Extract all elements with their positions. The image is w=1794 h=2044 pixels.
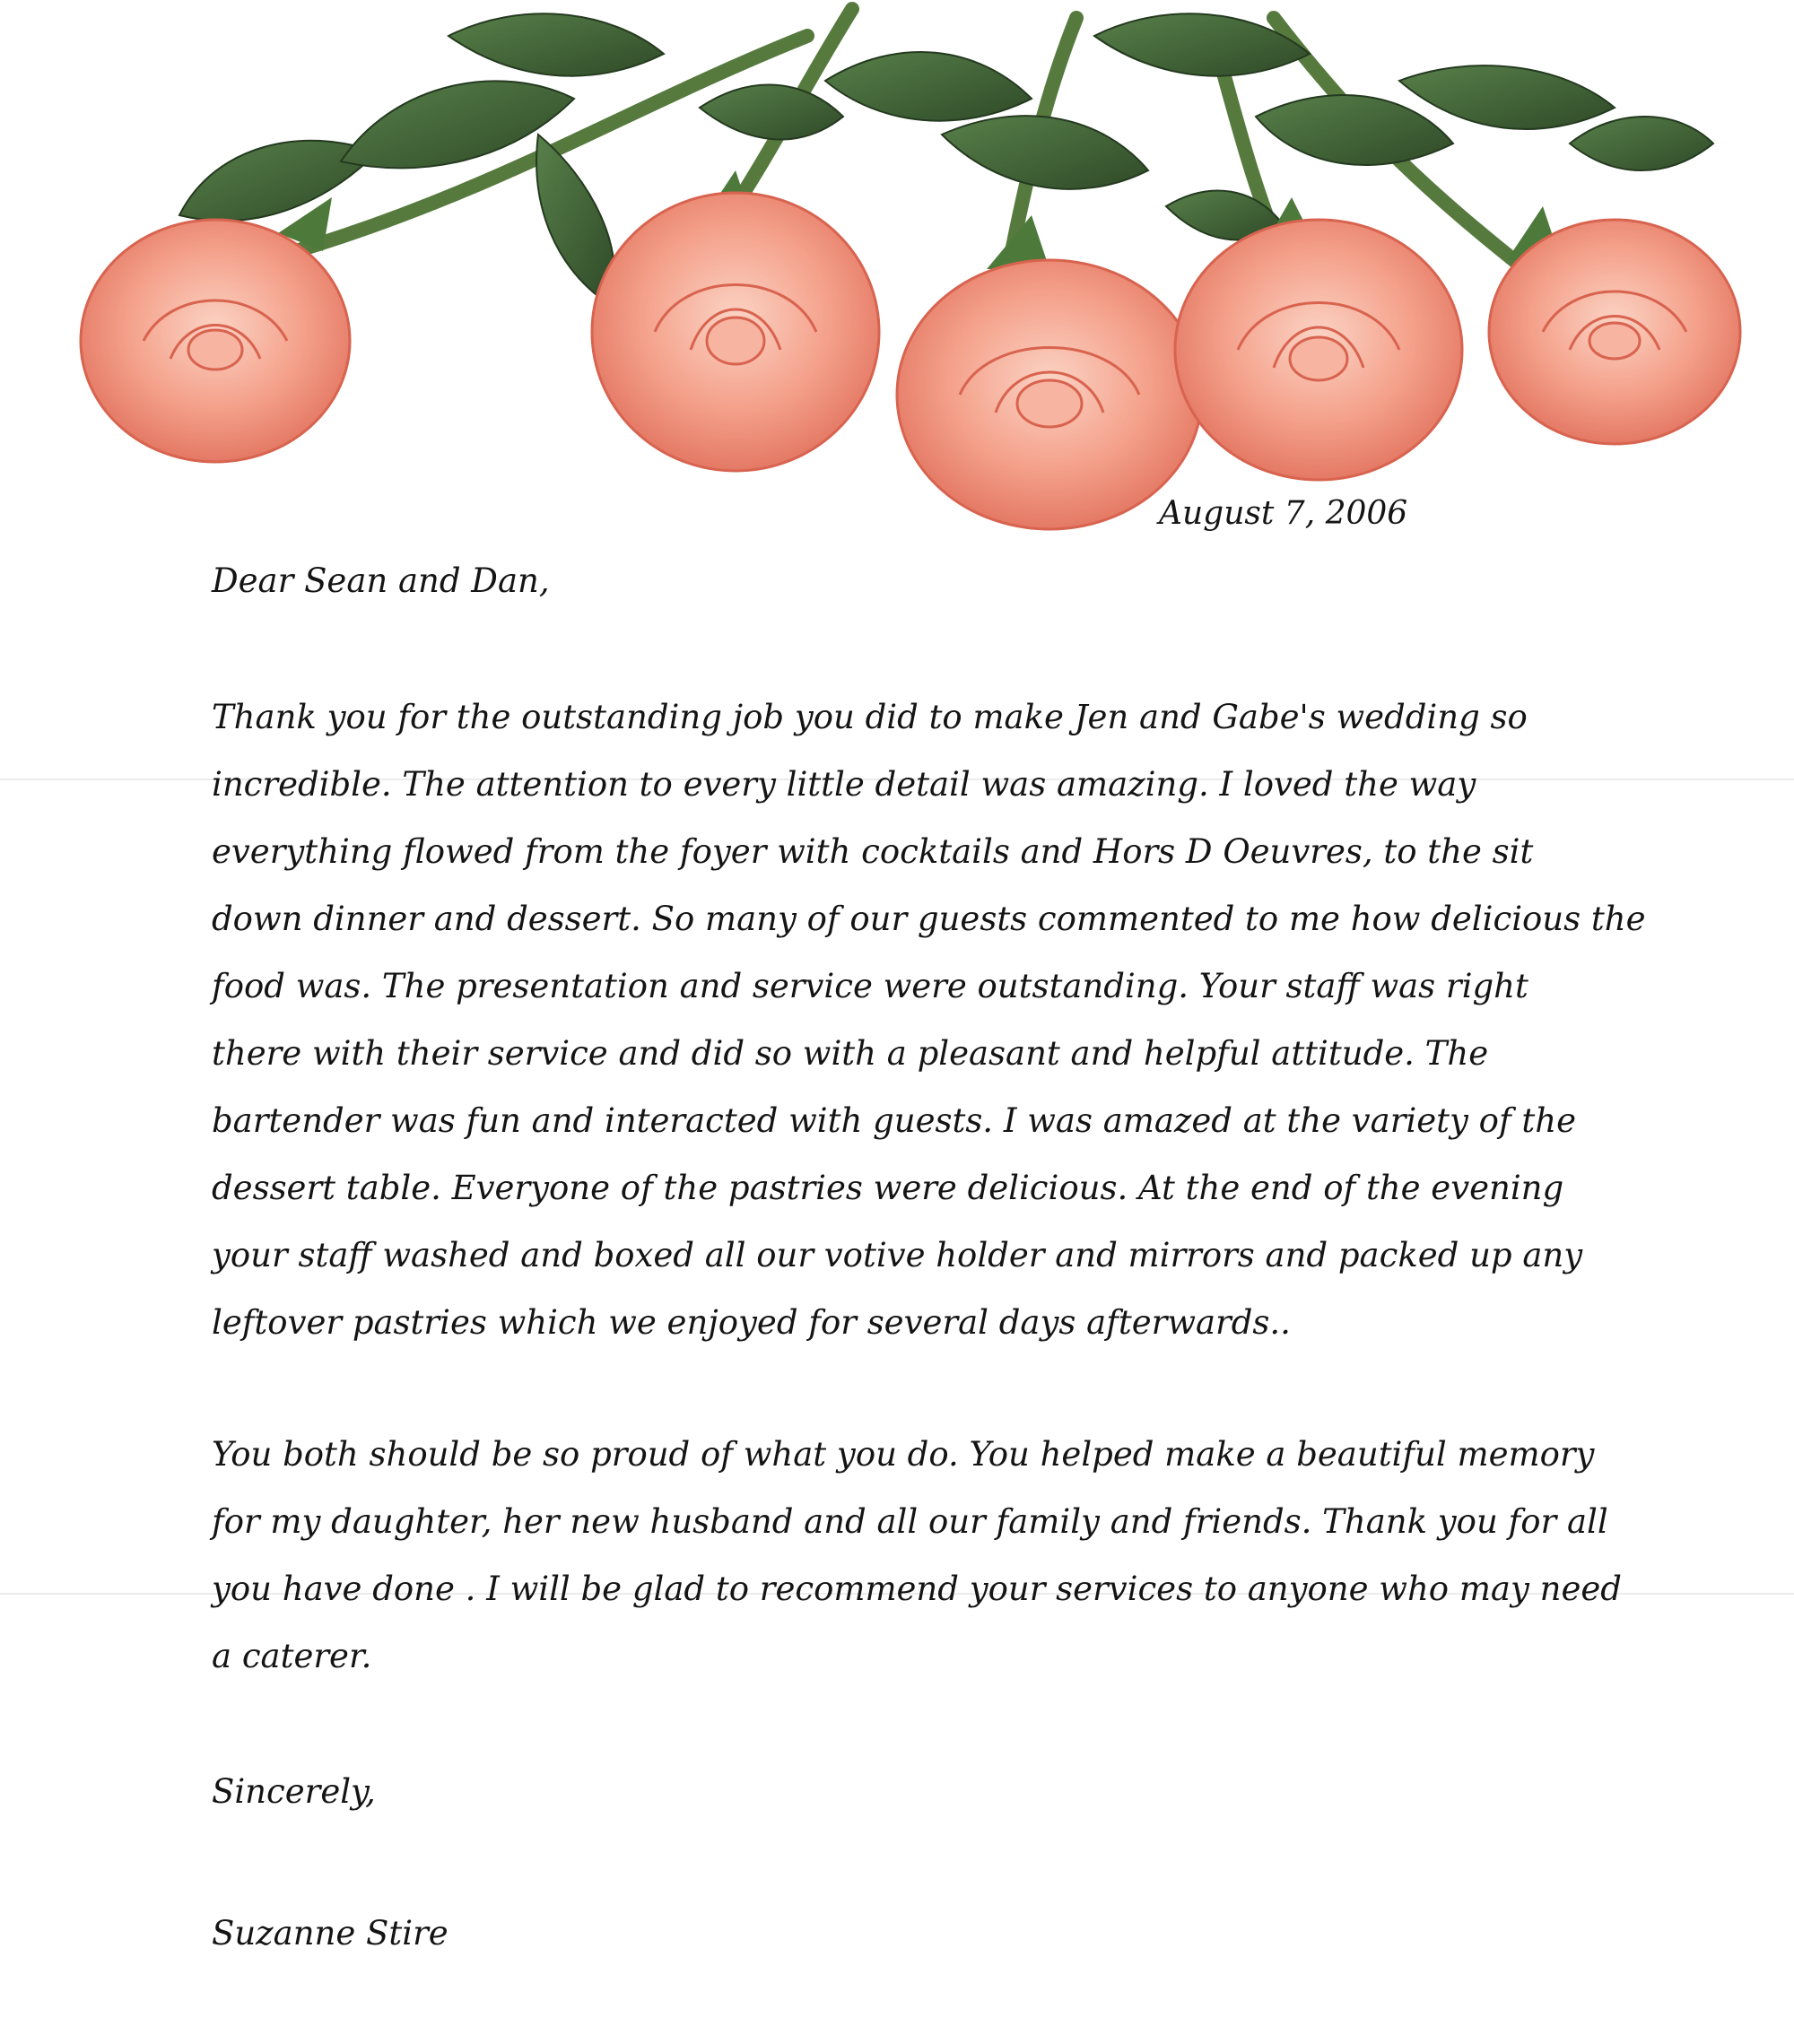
letter-closing: Sincerely, bbox=[212, 1772, 376, 1811]
paragraph-line: there with their service and did so with a pleasant and helpful attitude. The bbox=[212, 1034, 1489, 1073]
letter-paragraph-2 bbox=[212, 1421, 1622, 1690]
paragraph-line: your staff washed and boxed all our votive holder and mirrors and packed up any bbox=[212, 1236, 1583, 1274]
letter-paragraph-1 bbox=[212, 683, 1646, 1356]
paragraph-line: down dinner and dessert. So many of our guests commented to me how delicious the bbox=[212, 900, 1646, 938]
paragraph-line: for my daughter, her new husband and all our family and friends. Thank you for all bbox=[212, 1502, 1608, 1541]
paragraph-line: You both should be so proud of what you do. You helped make a beautiful memory bbox=[212, 1435, 1595, 1474]
paragraph-line: everything flowed from the foyer with cocktails and Hors D Oeuvres, to the sit bbox=[212, 832, 1534, 871]
paragraph-line: a caterer. bbox=[212, 1637, 372, 1675]
letter-salutation: Dear Sean and Dan, bbox=[212, 561, 550, 600]
paragraph-line: leftover pastries which we enjoyed for several days afterwards.. bbox=[212, 1303, 1291, 1342]
paragraph-line: dessert table. Everyone of the pastries were delicious. At the end of the evening bbox=[212, 1169, 1564, 1207]
letter-signature: Suzanne Stire bbox=[212, 1914, 448, 1953]
paragraph-line: you have done . I will be glad to recommend your services to anyone who may need bbox=[212, 1570, 1622, 1608]
paragraph-line: food was. The presentation and service were outstanding. Your staff was right bbox=[212, 967, 1528, 1005]
pink-roses-icon bbox=[0, 0, 1794, 538]
letter-date: August 7, 2006 bbox=[1159, 495, 1408, 532]
paragraph-line: Thank you for the outstanding job you did to make Jen and Gabe's wedding so bbox=[212, 698, 1528, 736]
paragraph-line: incredible. The attention to every little detail was amazing. I loved the way bbox=[212, 765, 1476, 804]
paragraph-line: bartender was fun and interacted with guests. I was amazed at the variety of the bbox=[212, 1101, 1577, 1140]
